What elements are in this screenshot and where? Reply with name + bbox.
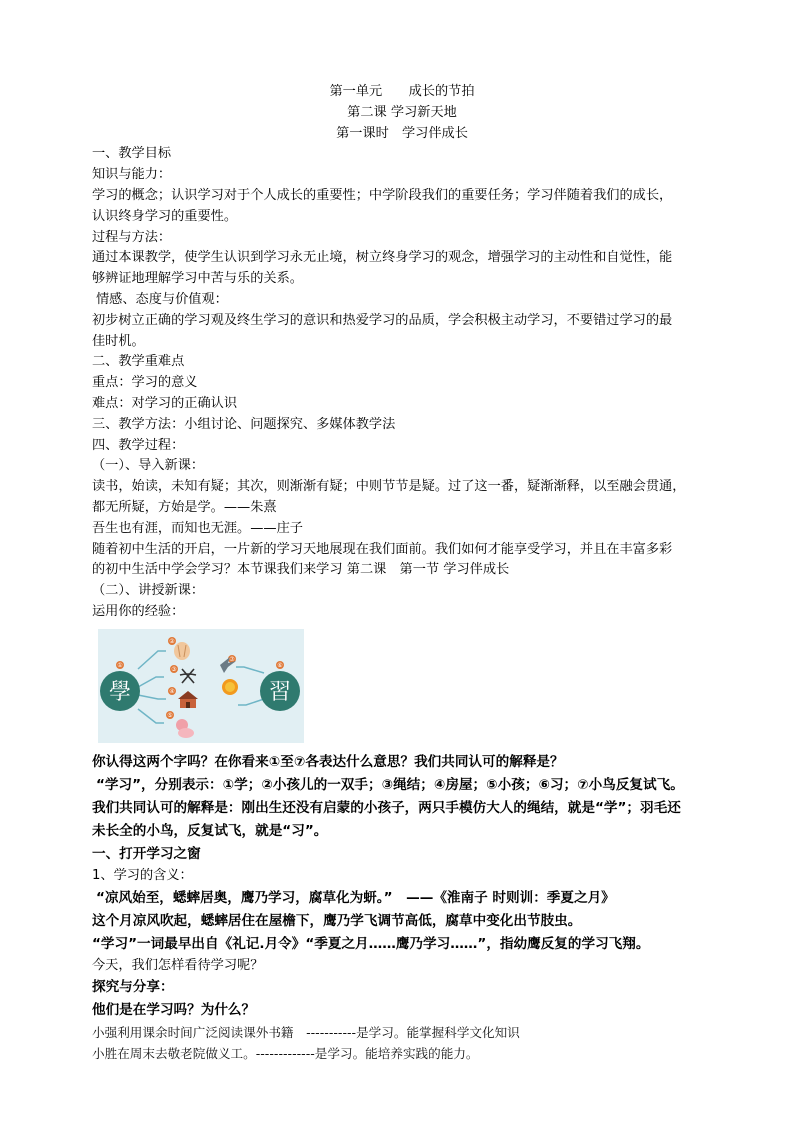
period-title: 第一课时 学习伴成长	[336, 125, 468, 141]
knowledge-label: 知识与能力：	[92, 167, 172, 183]
key-point-focus: 重点：学习的意义	[92, 375, 198, 391]
today-question: 今天，我们怎样看待学习呢？	[92, 957, 264, 973]
answer-meanings: “学习”，分别表示：①学；②小孩儿的一双手；③绳结；④房屋；⑤小孩；⑥习；⑦小鸟反复试飞。	[96, 776, 684, 793]
methods-heading: 三、教学方法：小组讨论、问题探究、多媒体教学法	[92, 416, 396, 432]
case-xiaosheng: 小胜在周末去敬老院做义工。-------------是学习。能培养实践的能力。	[92, 1046, 479, 1062]
badge-2: ②	[169, 637, 175, 645]
emotion-text-1: 初步树立正确的学习观及终生学习的意识和热爱学习的品质，学会积极主动学习，不要错过学习的最	[92, 312, 673, 328]
sun-icon	[222, 679, 238, 695]
xi-char: 習	[268, 679, 292, 705]
quote-zhuxi-2: 都无所疑，方始是学。——朱熹	[92, 499, 277, 515]
emotion-text-2: 佳时机。	[92, 333, 145, 349]
explore-share-label: 探究与分享：	[92, 979, 174, 996]
intro-label: （一）、导入新课：	[92, 458, 205, 474]
badge-5: ⑤	[167, 711, 173, 719]
xue-char: 學	[108, 679, 132, 705]
unit-title: 第一单元 成长的节拍	[329, 84, 475, 99]
meaning-label: 1、学习的含义：	[92, 867, 193, 883]
badge-6: ⑥	[277, 661, 283, 669]
question-characters: 你认得这两个字吗？在你看来①至⑦各表达什么意思？我们共同认可的解释是？	[92, 753, 564, 770]
quote-zhuxi-1: 读书，始读，未知有疑；其次，则渐渐有疑；中则节节是疑。过了这一番，疑渐渐释，以至融会贯通，	[92, 479, 686, 495]
quote-explanation: 这个月凉风吹起，蟋蟀居住在屋檐下，鹰乃学飞调节高低，腐草中变化出节肢虫。	[92, 912, 582, 929]
answer-explain-1: 我们共同认可的解释是：刚出生还没有启蒙的小孩子，两只手模仿大人的绳结，就是“学”；羽毛还	[92, 799, 681, 816]
experience-label: 运用你的经验：	[92, 603, 185, 619]
knowledge-text-1: 学习的概念；认识学习对于个人成长的重要性；中学阶段我们的重要任务；学习伴随着我们的成长，	[92, 187, 673, 203]
huainanzi-quote: “凉风始至，蟋蟀居奥，鹰乃学习，腐草化为蚈。” ——《淮南子 时则训：季夏之月》	[96, 889, 615, 906]
hands-icon	[174, 642, 190, 660]
intro-text-2: 的初中生活中学会学习？本节课我们来学习 第二课 第一节 学习伴成长	[92, 562, 510, 578]
process-text-2: 够辨证地理解学习中苦与乐的关系。	[92, 271, 303, 287]
new-lesson-label: （二）、讲授新课：	[92, 583, 205, 599]
xuexi-character-illustration	[98, 629, 304, 743]
process-label: 过程与方法：	[92, 229, 172, 245]
document-body	[92, 82, 712, 1064]
word-origin: “学习”一词最早出自《礼记.月令》“季夏之月……鹰乃学习……”，指幼鹰反复的学习飞翔。	[92, 935, 650, 952]
key-points-heading: 二、教学重难点	[92, 354, 185, 370]
case-xiaoqiang: 小强利用课余时间广泛阅读课外书籍 -----------是学习。能掌握科学文化知识	[92, 1025, 520, 1041]
process-heading: 四、教学过程：	[92, 437, 185, 453]
badge-1: ①	[117, 661, 123, 669]
intro-text-1: 随着初中生活的开启，一片新的学习天地展现在我们面前。我们如何才能享受学习，并且在丰富多彩	[92, 541, 673, 557]
process-text-1: 通过本课教学，使学生认识到学习永无止境，树立终身学习的观念，增强学习的主动性和自觉性，能	[92, 250, 673, 266]
badge-3: ③	[171, 665, 177, 673]
section-open-window: 一、打开学习之窗	[92, 845, 201, 862]
goals-heading: 一、教学目标	[92, 146, 172, 162]
key-point-difficulty: 难点：对学习的正确认识	[92, 395, 238, 411]
badge-7: ⑦	[229, 655, 235, 663]
quote-zhuangzi: 吾生也有涯，而知也无涯。——庄子	[92, 520, 303, 536]
answer-explain-2: 未长全的小鸟，反复试飞，就是“习”。	[92, 822, 328, 839]
badge-4: ④	[169, 687, 175, 695]
lesson-title: 第二课 学习新天地	[347, 104, 457, 120]
knowledge-text-2: 认识终身学习的重要性。	[92, 208, 238, 224]
emotion-label: 情感、态度与价值观：	[96, 291, 228, 307]
learning-question: 他们是在学习吗？为什么？	[92, 1002, 256, 1019]
